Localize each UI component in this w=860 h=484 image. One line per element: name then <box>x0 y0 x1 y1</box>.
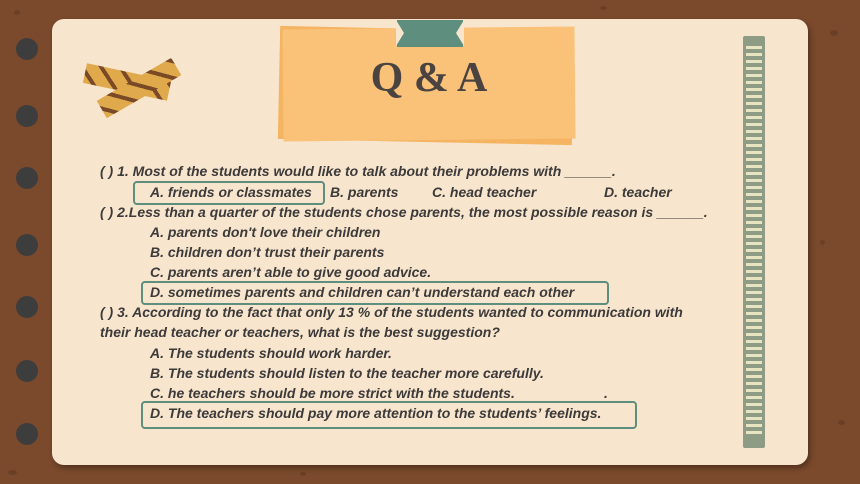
binder-hole-3 <box>16 167 38 189</box>
q2-option-c: C. parents aren’t able to give good advice. <box>150 264 432 280</box>
q1-option-d: D. teacher <box>604 184 672 200</box>
q3-option-a: A. The students should work harder. <box>150 345 392 361</box>
question-3-stem-line-2: their head teacher or teachers, what is the best suggestion? <box>100 324 500 340</box>
question-2-stem: ( ) 2.Less than a quarter of the students chose parents, the most possible reason is ______. <box>100 204 708 220</box>
binder-hole-1 <box>16 38 38 60</box>
binder-hole-2 <box>16 105 38 127</box>
question-3-stem-line-1: ( ) 3. According to the fact that only 13 % of the students wanted to communication with <box>100 304 683 320</box>
page-title: Q & A <box>370 55 488 101</box>
q2-option-a: A. parents don't love their children <box>150 224 381 240</box>
q2-option-d: D. sometimes parents and children can’t understand each other <box>150 284 575 300</box>
q3-stray-mark: . <box>604 385 608 401</box>
q2-option-b: B. children don’t trust their parents <box>150 244 385 260</box>
q1-option-c: C. head teacher <box>432 184 537 200</box>
q3-option-d: D. The teachers should pay more attention to the students’ feelings. <box>150 405 602 421</box>
binder-hole-5 <box>16 296 38 318</box>
title-ribbon <box>397 20 463 47</box>
q3-option-c: C. he teachers should be more strict with the students. <box>150 385 515 401</box>
binder-hole-4 <box>16 234 38 256</box>
ruler-decoration <box>743 36 765 448</box>
q1-option-b: B. parents <box>330 184 399 200</box>
q3-option-b: B. The students should listen to the teacher more carefully. <box>150 365 544 381</box>
q1-option-a: A. friends or classmates <box>150 184 312 200</box>
question-1-stem: ( ) 1. Most of the students would like to talk about their problems with ______. <box>100 163 616 179</box>
binder-hole-7 <box>16 423 38 445</box>
binder-hole-6 <box>16 360 38 382</box>
